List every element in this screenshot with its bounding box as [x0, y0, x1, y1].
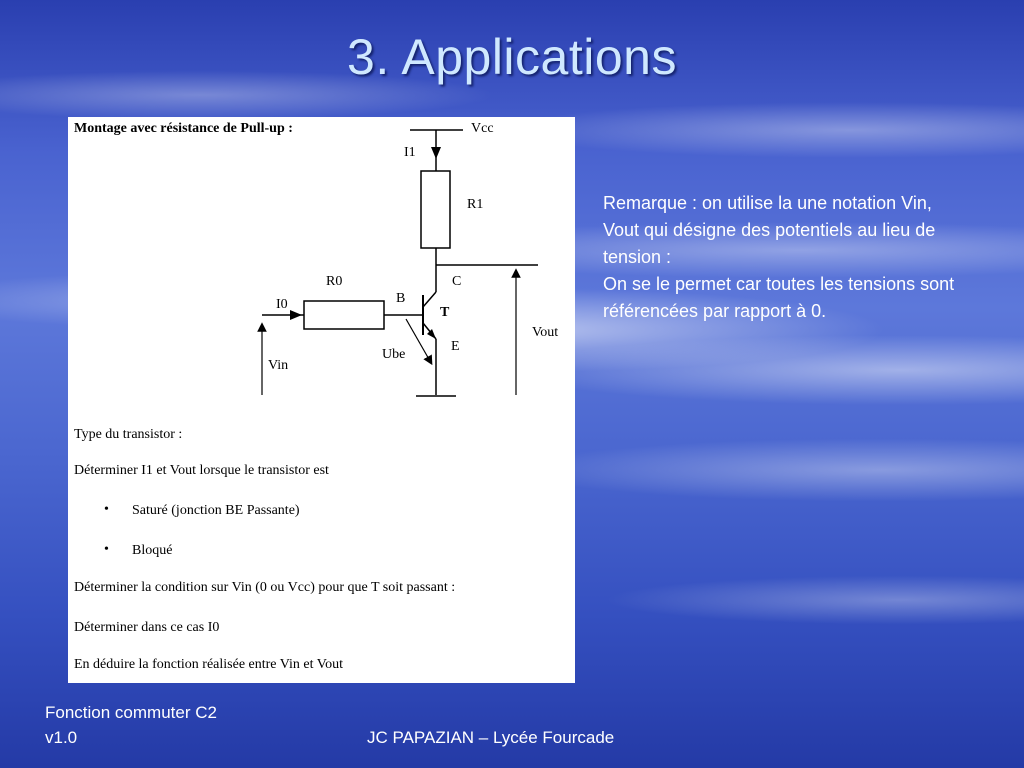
label-c: C	[452, 274, 462, 289]
determine-i1-line: Déterminer I1 et Vout lorsque le transistor est	[74, 463, 329, 478]
i0-arrow	[290, 310, 302, 320]
label-ube: Ube	[382, 347, 406, 362]
label-e: E	[451, 339, 460, 354]
circuit-diagram	[68, 117, 575, 407]
i1-arrow	[431, 147, 441, 159]
label-i1: I1	[404, 145, 416, 160]
exercise-panel	[68, 117, 575, 683]
label-vcc: Vcc	[471, 121, 494, 136]
bullet-blocked: Bloqué	[132, 543, 173, 558]
label-b: B	[396, 291, 406, 306]
resistor-r0	[304, 301, 384, 329]
remark-text	[603, 190, 963, 325]
label-vout: Vout	[532, 325, 559, 340]
resistor-r1	[421, 171, 450, 248]
remark-paragraph-1: Remarque : on utilise la une notation Vin, Vout qui désigne des potentiels au lieu de tension :	[603, 193, 936, 267]
condition-line: Déterminer la condition sur Vin (0 ou Vcc) pour que T soit passant :	[74, 580, 456, 595]
label-r1: R1	[467, 197, 484, 212]
bullet-dot: •	[104, 542, 109, 557]
label-i0: I0	[276, 297, 288, 312]
footer-version: v1.0	[45, 728, 78, 747]
ube-arrow	[406, 319, 430, 361]
determine-i0-line: Déterminer dans ce cas I0	[74, 620, 220, 635]
remark-paragraph-2: On se le permet car toutes les tensions sont référencées par rapport à 0.	[603, 274, 955, 321]
transistor-collector-leg	[423, 292, 436, 307]
bullet-dot: •	[104, 502, 109, 517]
footer-course: Fonction commuter C2	[45, 703, 217, 722]
bullet-saturated: Saturé (jonction BE Passante)	[132, 503, 300, 518]
label-t: T	[440, 305, 450, 320]
label-vin: Vin	[268, 358, 289, 373]
deduce-line: En déduire la fonction réalisée entre Vin et Vout	[74, 657, 343, 672]
slide-title: 3. Applications	[347, 29, 677, 85]
transistor-type-line: Type du transistor :	[74, 427, 183, 442]
panel-heading: Montage avec résistance de Pull-up :	[74, 121, 293, 136]
label-r0: R0	[326, 274, 343, 289]
footer-author: JC PAPAZIAN – Lycée Fourcade	[367, 728, 615, 747]
